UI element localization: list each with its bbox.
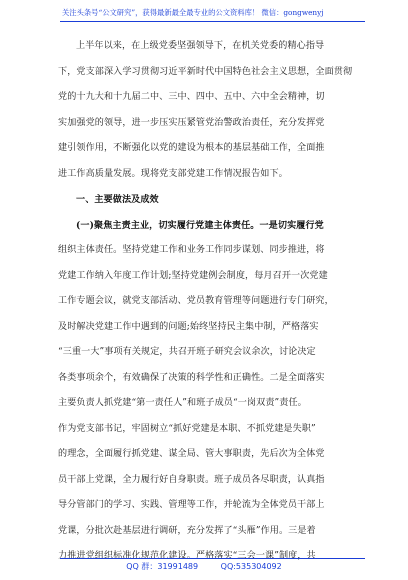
paragraph-line: 各类事项余个，有效确保了决策的科学性和正确性。二是全面落实	[58, 372, 325, 383]
paragraph-line: 员干部上党课，全力履行好自身职责。班子成员各尽职责，认真指	[58, 474, 325, 485]
paragraph-line: 下，党支部深入学习贯彻习近平新时代中国特色社会主义思想，全面贯彻	[58, 66, 353, 77]
footer-divider	[60, 558, 365, 559]
paragraph-line: 主要负责人抓党建“第一责任人”和班子成员“一岗双责”责任。	[58, 398, 307, 408]
header-divider	[60, 21, 365, 22]
section-heading: 一、主要做法及成效	[76, 194, 159, 205]
paragraph-line: 党建工作纳入年度工作计划;坚持党建例会制度，每月召开一次党建	[58, 270, 328, 281]
paragraph-line: 导分管部门的学习、实践、管理等工作，并轮流为全体党员干部上	[58, 500, 325, 510]
paragraph-line: 组织主体责任。坚持党建工作和业务工作同步谋划、同步推进，将	[58, 245, 325, 255]
paragraph-line: 进工作高质量发展。现将党支部党建工作情况报告如下。	[58, 168, 288, 179]
document-body	[58, 34, 364, 570]
qq-group-label: QQ 群：31991489	[126, 562, 199, 571]
header-banner: 关注头条号“公文研究”，获得最新最全最专业的公文资料库！ 微信：gongwenyj	[62, 8, 324, 17]
paragraph-line: 建引领作用，不断强化以党的建设为根本的基层基础工作，全面推	[58, 143, 325, 153]
footer-contact	[0, 561, 408, 572]
paragraph-line: 上半年以来，在上级党委坚强领导下，在机关党委的精心指导	[76, 41, 325, 51]
paragraph-line: 作为党支部书记，牢固树立“抓好党建是本职、不抓党建是失职”	[58, 423, 316, 434]
qq-label: QQ:535304092	[220, 562, 282, 571]
paragraph-line: 党的十九大和十九届二中、三中、四中、五中、六中全会精神，切	[58, 92, 325, 102]
paragraph-line: 力推进党组织标准化规范化建设。严格落实“三会一课”制度，共	[58, 551, 316, 561]
paragraph-line: “三重一大”事项有关规定，共召开班子研究会议余次，讨论决定	[58, 347, 316, 357]
paragraph-line: 的理念，全面履行抓党建、谋全局、管大事职责，先后次为全体党	[58, 449, 325, 459]
paragraph-line: 及时解决党建工作中遇到的问题;始终坚持民主集中制，严格落实	[58, 321, 319, 332]
paragraph-line: 实加强党的领导，进一步压实压紧管党治警政治责任，充分发挥党	[58, 117, 325, 128]
paragraph-line: 党课，分批次赴基层进行调研，充分发挥了“头雁”作用。三是着	[58, 525, 316, 536]
paragraph-line: 工作专题会议，就党支部活动、党员教育管理等问题进行专门研究，	[58, 296, 334, 306]
subsection-heading: (一)聚焦主责主业，切实履行党建主体责任。一是切实履行党	[76, 219, 324, 231]
